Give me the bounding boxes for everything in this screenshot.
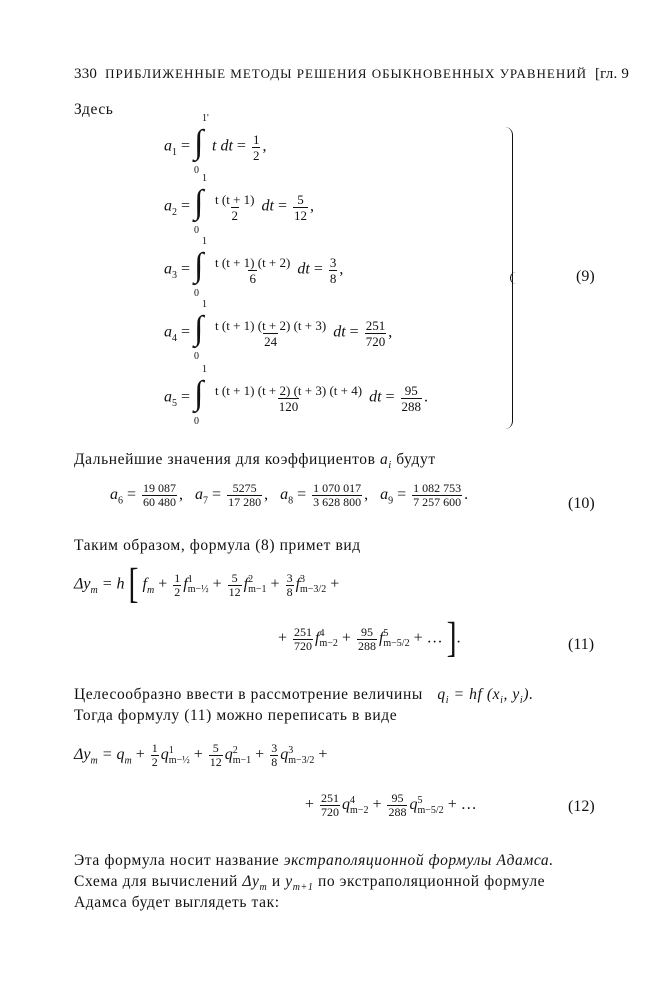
fraction: $\frac{5}{12}$	[228, 570, 241, 599]
coefficient-a3: $a_3$ = ∫ 1 0 $\frac{t (t + 1) (t + 2)}{6}$ dt = $\frac{3}{8}$ ,	[164, 236, 344, 299]
integral-sign: ∫ 1 0	[194, 364, 208, 427]
equation-11-line-2: + $\frac{251}{720}$ f 4 m−2 + $\frac{95}{288}$ f 5 m−5/2 + … ].	[278, 615, 461, 662]
fraction: $\frac{1}{2}$	[174, 570, 181, 599]
integral-sign: ∫ 1 0	[194, 173, 208, 236]
q-definition: $q_i$ = hf ($x_i$, $y_i$).	[437, 686, 534, 707]
coefficient-a2: $a_2$ = ∫ 1 0 $\frac{t (t + 1)}{2}$ dt = $\frac{5}{12}$ ,	[164, 173, 314, 236]
fraction: $\frac{t (t + 1)}{2}$	[215, 191, 255, 223]
equation-number-11: (11)	[568, 636, 595, 653]
equation-10: $a_6$ = $\frac{19 087}{60 480}$ , $a_7$ = $\frac{5275}{17 280}$ , $a_8$ = $\frac{1 070 017}{3 628 800}$ , $a_9$ = $\frac{1 082 753}{7 257 600}$ .	[110, 481, 469, 509]
fraction: $\frac{251}{720}$	[365, 317, 386, 349]
chapter-ref: [гл. 9	[594, 66, 630, 82]
fraction: $\frac{1}{2}$	[252, 131, 260, 163]
page-number: 330	[74, 66, 98, 82]
equation-number-12: (12)	[568, 798, 595, 815]
fraction: $\frac{t (t + 1) (t + 2) (t + 3) (t + 4)}{120}$	[215, 382, 363, 414]
paragraph-adams-1: Эта формула носит название экстраполяционной формулы Адамса.	[74, 852, 554, 869]
fraction: $\frac{5}{12}$	[293, 191, 307, 223]
fraction: $\frac{251}{720}$	[294, 624, 313, 653]
fraction: $\frac{t (t + 1) (t + 2) (t + 3)}{24}$	[215, 317, 327, 349]
equation-number-9: (9)	[576, 268, 595, 285]
paragraph-rewrite: Тогда формулу (11) можно переписать в виде	[74, 707, 398, 724]
fraction: $\frac{95}{288}$	[401, 382, 422, 414]
paragraph-adams-2: Схема для вычислений $\Delta y_m$ и $y_{m+1}$ по экстраполяционной формуле	[74, 873, 546, 894]
equation-12-line-1: $\Delta y_m = q_m$ + $\frac{1}{2}$ q 1 m−½ + $\frac{5}{12}$ q 2 m−1 + $\frac{3}{8}$ q 3 m−3/2 +	[74, 741, 328, 769]
paragraph-introduce: Целесообразно ввести в рассмотрение величины $q_i$ = hf ($x_i$, $y_i$).	[74, 686, 534, 707]
fraction: $\frac{251}{720}$	[321, 791, 340, 819]
coefficient-a1: $a_1$ = ∫ 1' 0 t dt = $\frac{1}{2}$ ,	[164, 113, 267, 176]
header-title: ПРИБЛИЖЕННЫЕ МЕТОДЫ РЕШЕНИЯ ОБЫКНОВЕННЫХ УРАВНЕНИЙ	[105, 66, 588, 81]
coefficient-a4: $a_4$ = ∫ 1 0 $\frac{t (t + 1) (t + 2) (t + 3)}{24}$ dt = $\frac{251}{720}$ ,	[164, 299, 393, 362]
equation-12-line-2: + $\frac{251}{720}$ q 4 m−2 + $\frac{95}{288}$ q 5 m−5/2 + …	[305, 791, 477, 819]
adams-term: экстраполяционной формулы Адамса.	[283, 852, 554, 869]
fraction: $\frac{3}{8}$	[271, 741, 278, 769]
running-header	[74, 66, 629, 83]
fraction: $\frac{19 087}{60 480}$	[143, 481, 177, 509]
paragraph-thus: Таким образом, формула (8) примет вид	[74, 537, 361, 554]
fraction: $\frac{t (t + 1) (t + 2)}{6}$	[215, 254, 291, 286]
fraction: $\frac{3}{8}$	[329, 254, 337, 286]
intro-word: Здесь	[74, 101, 114, 118]
integral-sign: ∫ 1 0	[194, 299, 208, 362]
coefficient-a5: $a_5$ = ∫ 1 0 $\frac{t (t + 1) (t + 2) (t + 3) (t + 4)}{120}$ dt = $\frac{95}{288}$ .	[164, 364, 429, 427]
equation-11-line-1: $\Delta y_m = h$ [ $f_m$ + $\frac{1}{2}$ f 1 m−½ + $\frac{5}{12}$ f 2 m−1 + $\frac{3}{8}$ f 3 m−3/2 +	[74, 561, 340, 608]
integral-sign: ∫ 1 0	[194, 236, 208, 299]
var-a: $a_i$	[380, 451, 392, 472]
fraction: $\frac{1 070 017}{3 628 800}$	[313, 481, 362, 509]
right-brace-tip	[510, 272, 519, 284]
fraction: $\frac{5275}{17 280}$	[228, 481, 262, 509]
equation-number-10: (10)	[568, 495, 595, 512]
paragraph-further-values: Дальнейшие значения для коэффициентов $a_i$ будут	[74, 451, 436, 472]
fraction: $\frac{5}{12}$	[209, 741, 222, 769]
fraction: $\frac{3}{8}$	[286, 570, 293, 599]
integral-sign: ∫ 1' 0	[194, 113, 209, 176]
fraction: $\frac{1 082 753}{7 257 600}$	[413, 481, 462, 509]
fraction: $\frac{1}{2}$	[151, 741, 158, 769]
fraction: $\frac{95}{288}$	[388, 791, 407, 819]
paragraph-adams-3: Адамса будет выглядеть так:	[74, 894, 280, 911]
fraction: $\frac{95}{288}$	[357, 624, 376, 653]
